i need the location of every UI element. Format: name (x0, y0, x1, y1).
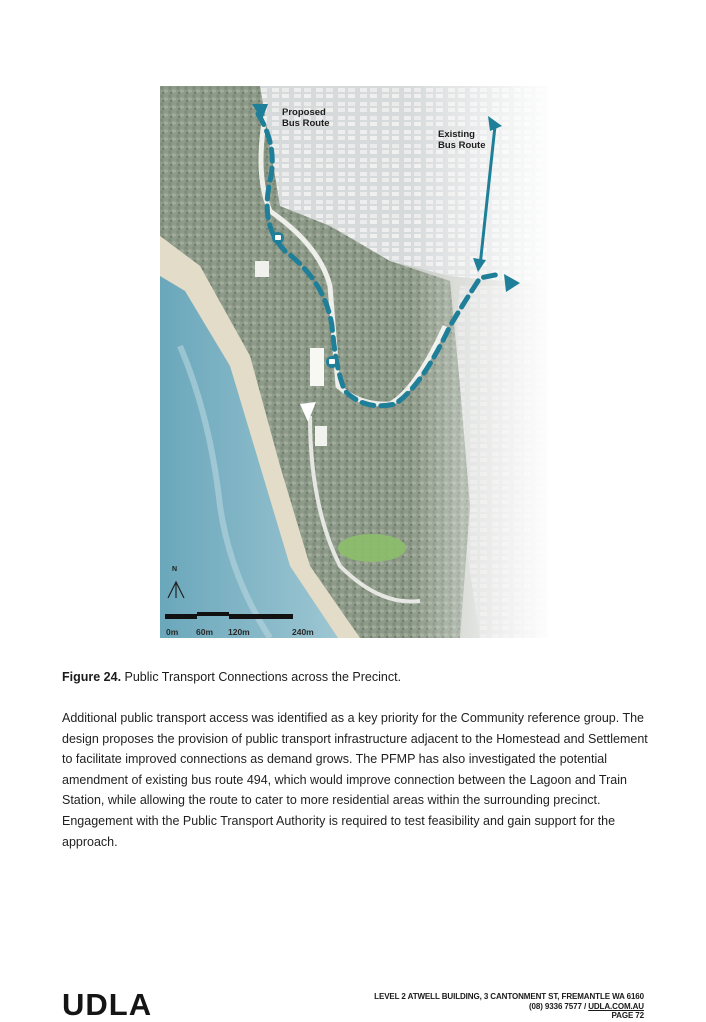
precinct-map (160, 86, 548, 638)
figure-number: Figure 24. (62, 670, 122, 684)
scale-label-240: 240m (292, 627, 314, 637)
scale-label-120: 120m (228, 627, 250, 637)
proposed-route-label: Proposed Bus Route (282, 107, 330, 129)
footer-website-link[interactable]: UDLA.COM.AU (588, 1001, 644, 1011)
north-label: N (172, 566, 178, 573)
figure-caption (62, 668, 662, 686)
footer-phone: (08) 9336 7577 (528, 1001, 582, 1011)
bus-stop-icon (272, 232, 284, 244)
footer-separator: / (581, 1001, 589, 1011)
bus-stop-icon (326, 356, 338, 368)
page-number: PAGE 72 (611, 1011, 644, 1020)
figure-title: Public Transport Connections across the Precinct. (121, 670, 402, 684)
footer-contact (374, 992, 644, 1021)
scale-label-60: 60m (196, 627, 214, 637)
footer-phone-web (374, 1002, 644, 1012)
footer-address: LEVEL 2 ATWELL BUILDING, 3 CANTONMENT ST, FREMANTLE WA 6160 (374, 992, 644, 1001)
udla-logo: UDLA (62, 987, 153, 1022)
aerial-map-graphic (160, 86, 548, 638)
existing-route-label: Existing Bus Route (438, 129, 486, 151)
body-paragraph: Additional public transport access was identified as a key priority for the Community reference group. The design proposes the provision of public transport infrastructure adjacent to the Homestead and Settlement to facilitate improved connections as demand grows. The PFMP has also investigated the potential amendment of existing bus route 494, which would improve connection between the Lagoon and Train Station, while allowing the route to cater to more residential areas within the surrounding precinct. Engagement with the Public Transport Authority is required to test feasibility and gain support for the approach. (62, 711, 648, 849)
scale-label-0: 0m (166, 627, 179, 637)
